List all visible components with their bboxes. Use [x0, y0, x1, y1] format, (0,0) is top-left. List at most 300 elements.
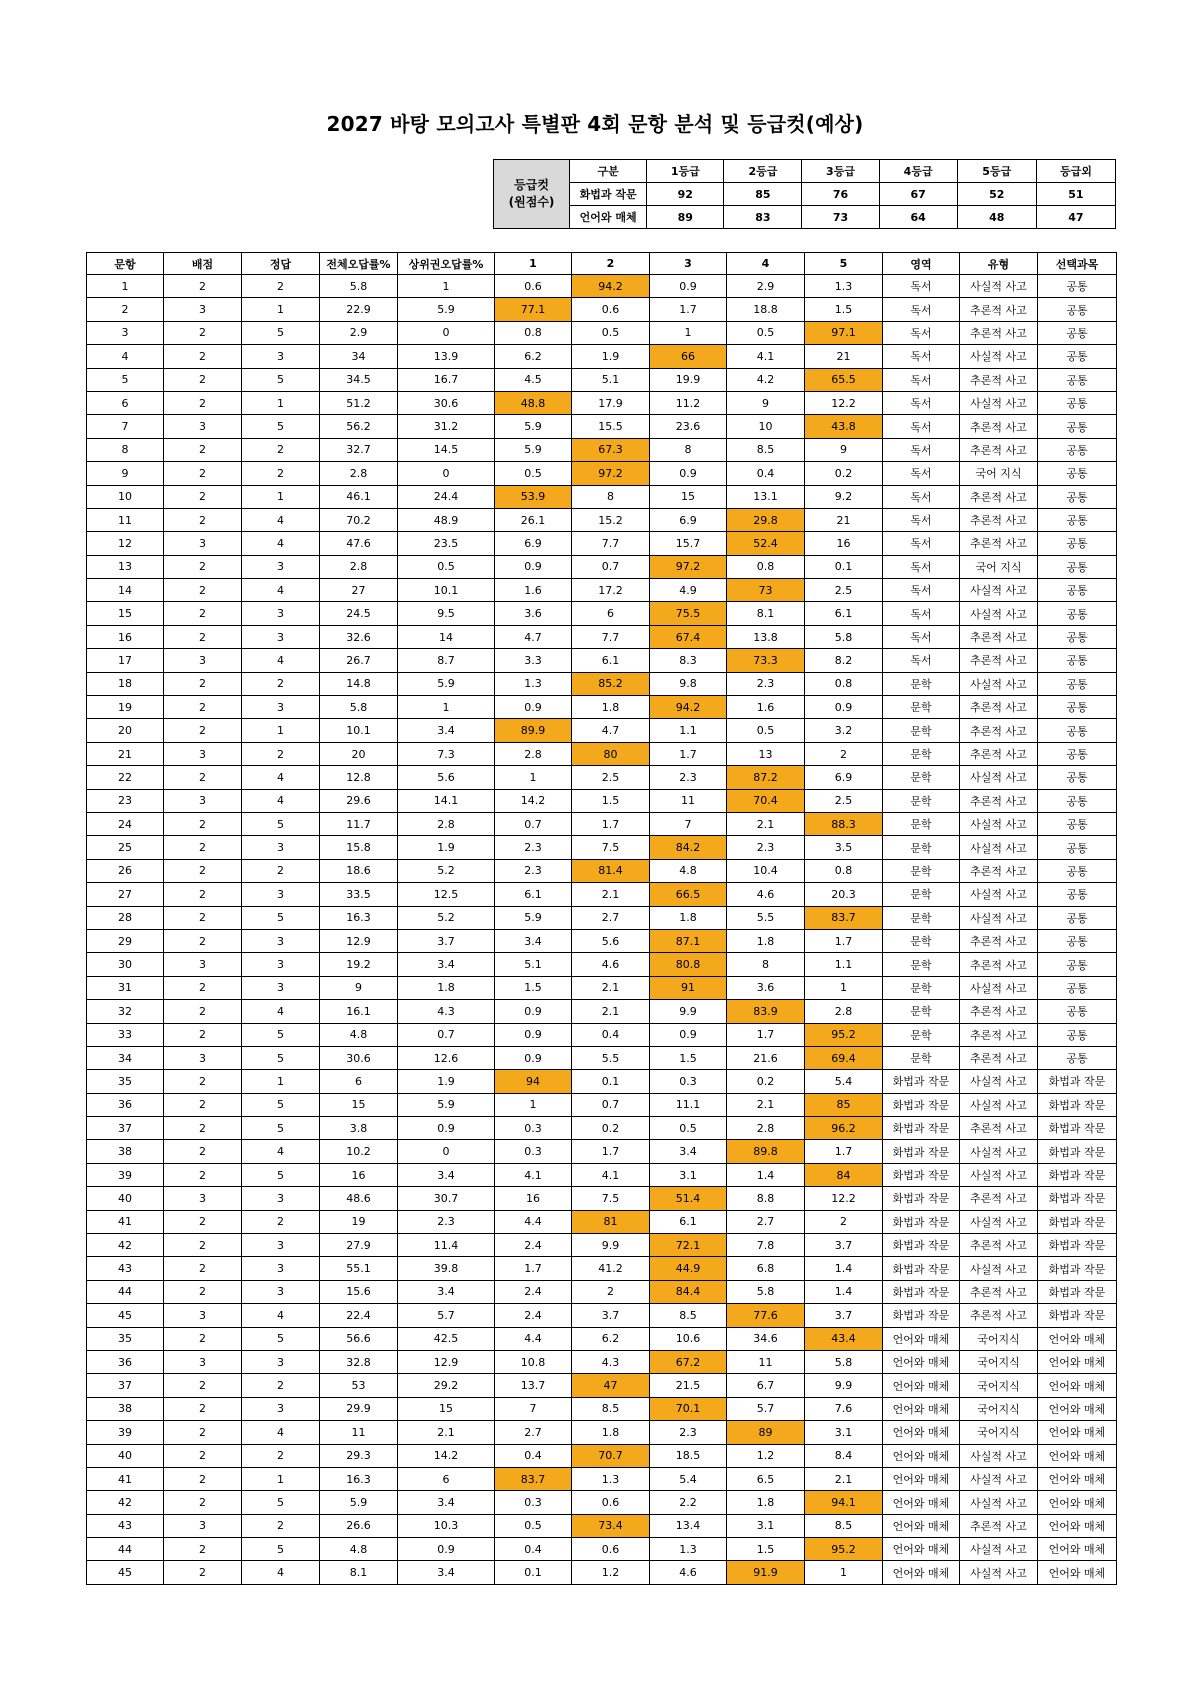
table-cell: 12.6 — [398, 1046, 495, 1069]
table-cell: 23 — [87, 789, 164, 812]
table-cell: 독서 — [883, 485, 960, 508]
table-cell: 4 — [242, 579, 320, 602]
column-header: 4 — [727, 253, 805, 275]
table-cell: 5.2 — [398, 859, 495, 882]
correct-answer-cell: 88.3 — [805, 812, 883, 835]
table-cell: 국어지식 — [960, 1397, 1038, 1420]
table-cell: 26.7 — [320, 649, 398, 672]
grade-cut-label-line2: (원점수) — [508, 195, 555, 209]
table-cell: 2 — [164, 579, 242, 602]
table-cell: 사실적 사고 — [960, 579, 1038, 602]
table-cell: 문학 — [883, 836, 960, 859]
table-cell: 추론적 사고 — [960, 508, 1038, 531]
table-cell: 3.4 — [495, 929, 572, 952]
table-cell: 2 — [164, 766, 242, 789]
table-row — [87, 1234, 1117, 1257]
table-cell: 47.6 — [320, 532, 398, 555]
table-row — [87, 508, 1117, 531]
table-cell: 15 — [87, 602, 164, 625]
table-cell: 8.1 — [320, 1561, 398, 1584]
table-cell: 4.9 — [650, 579, 727, 602]
table-cell: 2 — [164, 672, 242, 695]
table-cell: 3 — [242, 1257, 320, 1280]
table-cell: 39 — [87, 1421, 164, 1444]
table-cell: 2 — [242, 1444, 320, 1467]
table-cell: 13.8 — [727, 625, 805, 648]
table-cell: 독서 — [883, 602, 960, 625]
table-cell: 화법과 작문 — [883, 1117, 960, 1140]
correct-answer-cell: 89 — [727, 1421, 805, 1444]
table-cell: 4.6 — [572, 953, 650, 976]
table-cell: 1 — [398, 275, 495, 298]
table-row — [87, 836, 1117, 859]
table-cell: 3.4 — [398, 1280, 495, 1303]
table-cell: 0.2 — [805, 462, 883, 485]
table-cell: 공통 — [1038, 1046, 1117, 1069]
table-cell: 0.5 — [727, 321, 805, 344]
table-cell: 사실적 사고 — [960, 766, 1038, 789]
table-cell: 29.3 — [320, 1444, 398, 1467]
table-cell: 2.3 — [650, 766, 727, 789]
table-cell: 1 — [242, 1467, 320, 1490]
table-cell: 32.7 — [320, 438, 398, 461]
table-cell: 6.2 — [495, 345, 572, 368]
table-cell: 추론적 사고 — [960, 1023, 1038, 1046]
table-cell: 2.4 — [495, 1280, 572, 1303]
table-cell: 0.1 — [805, 555, 883, 578]
table-cell: 사실적 사고 — [960, 1140, 1038, 1163]
correct-answer-cell: 47 — [572, 1374, 650, 1397]
column-header: 전체오답률% — [320, 253, 398, 275]
table-cell: 2 — [164, 462, 242, 485]
table-cell: 16 — [805, 532, 883, 555]
table-cell: 2 — [242, 1374, 320, 1397]
table-cell: 화법과 작문 — [1038, 1187, 1117, 1210]
table-cell: 공통 — [1038, 298, 1117, 321]
table-cell: 2.9 — [727, 275, 805, 298]
table-cell: 3.6 — [727, 976, 805, 999]
table-cell: 4 — [242, 508, 320, 531]
table-cell: 4.1 — [572, 1163, 650, 1186]
table-row — [87, 649, 1117, 672]
table-row — [87, 1140, 1117, 1163]
table-cell: 5.9 — [320, 1491, 398, 1514]
table-cell: 1 — [495, 1093, 572, 1116]
table-cell: 1.2 — [572, 1561, 650, 1584]
table-cell: 추론적 사고 — [960, 1280, 1038, 1303]
table-cell: 15.5 — [572, 415, 650, 438]
table-cell: 4.4 — [495, 1210, 572, 1233]
table-cell: 2 — [164, 1257, 242, 1280]
table-cell: 추론적 사고 — [960, 696, 1038, 719]
grade-cut-header: 구분 — [570, 160, 647, 183]
table-cell: 56.6 — [320, 1327, 398, 1350]
table-cell: 5 — [242, 906, 320, 929]
table-cell: 43 — [87, 1514, 164, 1537]
table-cell: 45 — [87, 1304, 164, 1327]
table-cell: 1 — [242, 298, 320, 321]
column-header: 선택과목 — [1038, 253, 1117, 275]
table-cell: 16 — [320, 1163, 398, 1186]
table-cell: 10.1 — [398, 579, 495, 602]
grade-cut-score: 52 — [957, 183, 1036, 206]
table-cell: 2.7 — [495, 1421, 572, 1444]
table-cell: 39 — [87, 1163, 164, 1186]
table-cell: 5.9 — [495, 438, 572, 461]
table-cell: 추론적 사고 — [960, 1514, 1038, 1537]
correct-answer-cell: 66 — [650, 345, 727, 368]
correct-answer-cell: 83.7 — [495, 1467, 572, 1490]
grade-cut-score: 47 — [1036, 206, 1115, 229]
table-cell: 2.1 — [572, 1000, 650, 1023]
table-cell: 공통 — [1038, 391, 1117, 414]
column-header: 2 — [572, 253, 650, 275]
table-cell: 34.6 — [727, 1327, 805, 1350]
table-cell: 1.2 — [727, 1444, 805, 1467]
table-cell: 5.5 — [572, 1046, 650, 1069]
table-cell: 1.4 — [727, 1163, 805, 1186]
table-cell: 공통 — [1038, 602, 1117, 625]
table-cell: 13 — [727, 742, 805, 765]
table-cell: 3.4 — [398, 719, 495, 742]
table-cell: 0.6 — [572, 1491, 650, 1514]
table-cell: 1.5 — [495, 976, 572, 999]
table-cell: 11 — [727, 1350, 805, 1373]
table-cell: 0.9 — [495, 1000, 572, 1023]
table-row — [87, 532, 1117, 555]
table-cell: 공통 — [1038, 836, 1117, 859]
table-cell: 국어 지식 — [960, 555, 1038, 578]
table-cell: 21 — [87, 742, 164, 765]
table-row — [87, 1374, 1117, 1397]
table-row — [87, 345, 1117, 368]
table-cell: 44 — [87, 1538, 164, 1561]
table-cell: 8 — [727, 953, 805, 976]
table-cell: 0.9 — [495, 555, 572, 578]
table-cell: 언어와 매체 — [883, 1374, 960, 1397]
table-cell: 1.4 — [805, 1257, 883, 1280]
table-cell: 5 — [242, 368, 320, 391]
table-row — [87, 368, 1117, 391]
table-cell: 16.1 — [320, 1000, 398, 1023]
column-header: 영역 — [883, 253, 960, 275]
table-cell: 4 — [242, 532, 320, 555]
table-row — [87, 391, 1117, 414]
table-cell: 2.9 — [320, 321, 398, 344]
table-cell: 독서 — [883, 532, 960, 555]
table-cell: 0.8 — [805, 672, 883, 695]
table-cell: 1.1 — [650, 719, 727, 742]
table-cell: 9.9 — [572, 1234, 650, 1257]
table-cell: 화법과 작문 — [883, 1163, 960, 1186]
table-cell: 39.8 — [398, 1257, 495, 1280]
table-cell: 공통 — [1038, 485, 1117, 508]
table-cell: 1.8 — [727, 1491, 805, 1514]
table-cell: 국어지식 — [960, 1421, 1038, 1444]
table-cell: 2 — [164, 485, 242, 508]
table-cell: 문학 — [883, 929, 960, 952]
table-row — [87, 1350, 1117, 1373]
correct-answer-cell: 72.1 — [650, 1234, 727, 1257]
table-cell: 2 — [164, 859, 242, 882]
table-cell: 6 — [320, 1070, 398, 1093]
table-cell: 추론적 사고 — [960, 625, 1038, 648]
table-cell: 3.8 — [320, 1117, 398, 1140]
table-cell: 5 — [242, 1163, 320, 1186]
table-cell: 공통 — [1038, 508, 1117, 531]
correct-answer-cell: 66.5 — [650, 883, 727, 906]
table-cell: 36 — [87, 1350, 164, 1373]
correct-answer-cell: 95.2 — [805, 1023, 883, 1046]
table-cell: 2 — [572, 1280, 650, 1303]
table-cell: 1.1 — [805, 953, 883, 976]
table-cell: 사실적 사고 — [960, 1210, 1038, 1233]
table-cell: 0.8 — [727, 555, 805, 578]
table-cell: 사실적 사고 — [960, 1538, 1038, 1561]
table-cell: 4.8 — [320, 1538, 398, 1561]
correct-answer-cell: 70.1 — [650, 1397, 727, 1420]
table-cell: 공통 — [1038, 579, 1117, 602]
table-row — [87, 1467, 1117, 1490]
table-row — [87, 1421, 1117, 1444]
correct-answer-cell: 77.6 — [727, 1304, 805, 1327]
table-cell: 22.9 — [320, 298, 398, 321]
table-cell: 0.9 — [495, 1023, 572, 1046]
table-cell: 70.2 — [320, 508, 398, 531]
table-cell: 0.2 — [572, 1117, 650, 1140]
table-cell: 5.9 — [398, 672, 495, 695]
table-cell: 5.8 — [805, 1350, 883, 1373]
table-cell: 언어와 매체 — [883, 1350, 960, 1373]
table-cell: 15.7 — [650, 532, 727, 555]
table-cell: 언어와 매체 — [1038, 1350, 1117, 1373]
table-cell: 3 — [87, 321, 164, 344]
table-cell: 추론적 사고 — [960, 1304, 1038, 1327]
table-cell: 2.5 — [805, 789, 883, 812]
table-cell: 26 — [87, 859, 164, 882]
table-cell: 30.7 — [398, 1187, 495, 1210]
table-cell: 32.8 — [320, 1350, 398, 1373]
table-cell: 1.6 — [727, 696, 805, 719]
table-cell: 언어와 매체 — [1038, 1327, 1117, 1350]
table-cell: 2 — [164, 1280, 242, 1303]
table-cell: 11.1 — [650, 1093, 727, 1116]
table-cell: 3.1 — [727, 1514, 805, 1537]
table-row — [87, 953, 1117, 976]
table-cell: 1.7 — [805, 929, 883, 952]
grade-cut-label — [494, 160, 570, 229]
correct-answer-cell: 97.2 — [650, 555, 727, 578]
table-cell: 34 — [87, 1046, 164, 1069]
grade-cut-label-line1: 등급컷 — [514, 178, 549, 192]
table-cell: 33.5 — [320, 883, 398, 906]
table-cell: 2 — [164, 1327, 242, 1350]
table-cell: 0.1 — [572, 1070, 650, 1093]
table-cell: 11.4 — [398, 1234, 495, 1257]
table-cell: 2 — [164, 508, 242, 531]
table-cell: 공통 — [1038, 953, 1117, 976]
table-cell: 17.2 — [572, 579, 650, 602]
table-cell: 5.7 — [398, 1304, 495, 1327]
table-cell: 2 — [87, 298, 164, 321]
table-cell: 2 — [164, 1023, 242, 1046]
table-cell: 1.8 — [727, 929, 805, 952]
table-cell: 화법과 작문 — [883, 1304, 960, 1327]
table-cell: 2 — [164, 696, 242, 719]
table-cell: 53 — [320, 1374, 398, 1397]
grade-cut-score: 76 — [802, 183, 879, 206]
table-cell: 11 — [87, 508, 164, 531]
table-cell: 37 — [87, 1117, 164, 1140]
table-cell: 1 — [805, 1561, 883, 1584]
table-cell: 독서 — [883, 625, 960, 648]
table-cell: 3.1 — [805, 1421, 883, 1444]
table-cell: 0.5 — [727, 719, 805, 742]
table-cell: 5 — [87, 368, 164, 391]
table-cell: 5.1 — [495, 953, 572, 976]
table-cell: 2 — [164, 275, 242, 298]
correct-answer-cell: 87.1 — [650, 929, 727, 952]
table-cell: 1 — [87, 275, 164, 298]
table-cell: 13.9 — [398, 345, 495, 368]
table-cell: 5.9 — [398, 298, 495, 321]
table-cell: 0.5 — [650, 1117, 727, 1140]
table-cell: 2.3 — [650, 1421, 727, 1444]
table-row — [87, 1280, 1117, 1303]
table-cell: 3.7 — [398, 929, 495, 952]
table-cell: 4.1 — [727, 345, 805, 368]
table-cell: 국어 지식 — [960, 462, 1038, 485]
table-cell: 독서 — [883, 555, 960, 578]
table-row — [87, 1444, 1117, 1467]
table-cell: 언어와 매체 — [1038, 1467, 1117, 1490]
table-cell: 3 — [242, 883, 320, 906]
table-cell: 2 — [164, 1234, 242, 1257]
table-cell: 19.9 — [650, 368, 727, 391]
column-header: 정답 — [242, 253, 320, 275]
table-cell: 공통 — [1038, 789, 1117, 812]
table-cell: 20.3 — [805, 883, 883, 906]
correct-answer-cell: 85 — [805, 1093, 883, 1116]
table-cell: 1.7 — [572, 812, 650, 835]
table-cell: 16 — [495, 1187, 572, 1210]
table-cell: 2.1 — [727, 812, 805, 835]
table-cell: 44 — [87, 1280, 164, 1303]
grade-cut-header: 1등급 — [647, 160, 724, 183]
table-row — [87, 1491, 1117, 1514]
grade-cut-table — [493, 159, 1116, 229]
table-cell: 추론적 사고 — [960, 649, 1038, 672]
table-cell: 추론적 사고 — [960, 368, 1038, 391]
table-cell: 30.6 — [320, 1046, 398, 1069]
table-cell: 13.7 — [495, 1374, 572, 1397]
table-row — [87, 555, 1117, 578]
table-cell: 화법과 작문 — [1038, 1280, 1117, 1303]
correct-answer-cell: 69.4 — [805, 1046, 883, 1069]
table-row — [87, 1538, 1117, 1561]
correct-answer-cell: 43.8 — [805, 415, 883, 438]
table-cell: 3 — [164, 532, 242, 555]
table-cell: 5 — [242, 1023, 320, 1046]
table-cell: 21 — [805, 508, 883, 531]
grade-cut-row — [494, 183, 1116, 206]
table-cell: 15 — [398, 1397, 495, 1420]
table-cell: 8.5 — [805, 1514, 883, 1537]
item-analysis-table — [86, 252, 1117, 1585]
table-cell: 2 — [164, 929, 242, 952]
table-cell: 2 — [164, 1093, 242, 1116]
grade-cut-subject: 언어와 매체 — [570, 206, 647, 229]
column-header: 배점 — [164, 253, 242, 275]
correct-answer-cell: 44.9 — [650, 1257, 727, 1280]
correct-answer-cell: 77.1 — [495, 298, 572, 321]
grade-cut-score: 48 — [957, 206, 1036, 229]
grade-cut-header: 5등급 — [957, 160, 1036, 183]
table-cell: 언어와 매체 — [1038, 1514, 1117, 1537]
table-cell: 48.6 — [320, 1187, 398, 1210]
correct-answer-cell: 75.5 — [650, 602, 727, 625]
table-cell: 38 — [87, 1397, 164, 1420]
table-cell: 7.7 — [572, 625, 650, 648]
table-cell: 1.7 — [727, 1023, 805, 1046]
correct-answer-cell: 84.4 — [650, 1280, 727, 1303]
correct-answer-cell: 73.4 — [572, 1514, 650, 1537]
table-cell: 사실적 사고 — [960, 1561, 1038, 1584]
correct-answer-cell: 83.7 — [805, 906, 883, 929]
table-cell: 33 — [87, 1023, 164, 1046]
table-cell: 언어와 매체 — [883, 1538, 960, 1561]
table-cell: 사실적 사고 — [960, 391, 1038, 414]
correct-answer-cell: 53.9 — [495, 485, 572, 508]
table-cell: 13.4 — [650, 1514, 727, 1537]
table-cell: 공통 — [1038, 766, 1117, 789]
correct-answer-cell: 91.9 — [727, 1561, 805, 1584]
table-cell: 6.1 — [495, 883, 572, 906]
table-cell: 공통 — [1038, 976, 1117, 999]
table-cell: 0.9 — [805, 696, 883, 719]
table-cell: 3 — [242, 602, 320, 625]
table-cell: 9.9 — [805, 1374, 883, 1397]
table-cell: 0.4 — [495, 1538, 572, 1561]
table-cell: 2.8 — [320, 555, 398, 578]
table-cell: 2.8 — [398, 812, 495, 835]
table-cell: 사실적 사고 — [960, 976, 1038, 999]
table-cell: 8.3 — [650, 649, 727, 672]
table-cell: 9.8 — [650, 672, 727, 695]
table-cell: 29.2 — [398, 1374, 495, 1397]
table-cell: 8.8 — [727, 1187, 805, 1210]
table-cell: 6.1 — [650, 1210, 727, 1233]
table-cell: 0.4 — [495, 1444, 572, 1467]
table-cell: 5 — [242, 1093, 320, 1116]
table-cell: 9 — [727, 391, 805, 414]
table-cell: 3 — [164, 1187, 242, 1210]
table-cell: 화법과 작문 — [883, 1187, 960, 1210]
table-cell: 추론적 사고 — [960, 859, 1038, 882]
table-cell: 2 — [164, 1421, 242, 1444]
table-cell: 1.9 — [572, 345, 650, 368]
table-cell: 15.2 — [572, 508, 650, 531]
table-cell: 2.4 — [495, 1304, 572, 1327]
correct-answer-cell: 84.2 — [650, 836, 727, 859]
table-cell: 2.2 — [650, 1491, 727, 1514]
table-cell: 5 — [242, 1117, 320, 1140]
table-cell: 문학 — [883, 1023, 960, 1046]
table-cell: 14.5 — [398, 438, 495, 461]
correct-answer-cell: 73.3 — [727, 649, 805, 672]
grade-cut-score: 73 — [802, 206, 879, 229]
table-cell: 35 — [87, 1327, 164, 1350]
